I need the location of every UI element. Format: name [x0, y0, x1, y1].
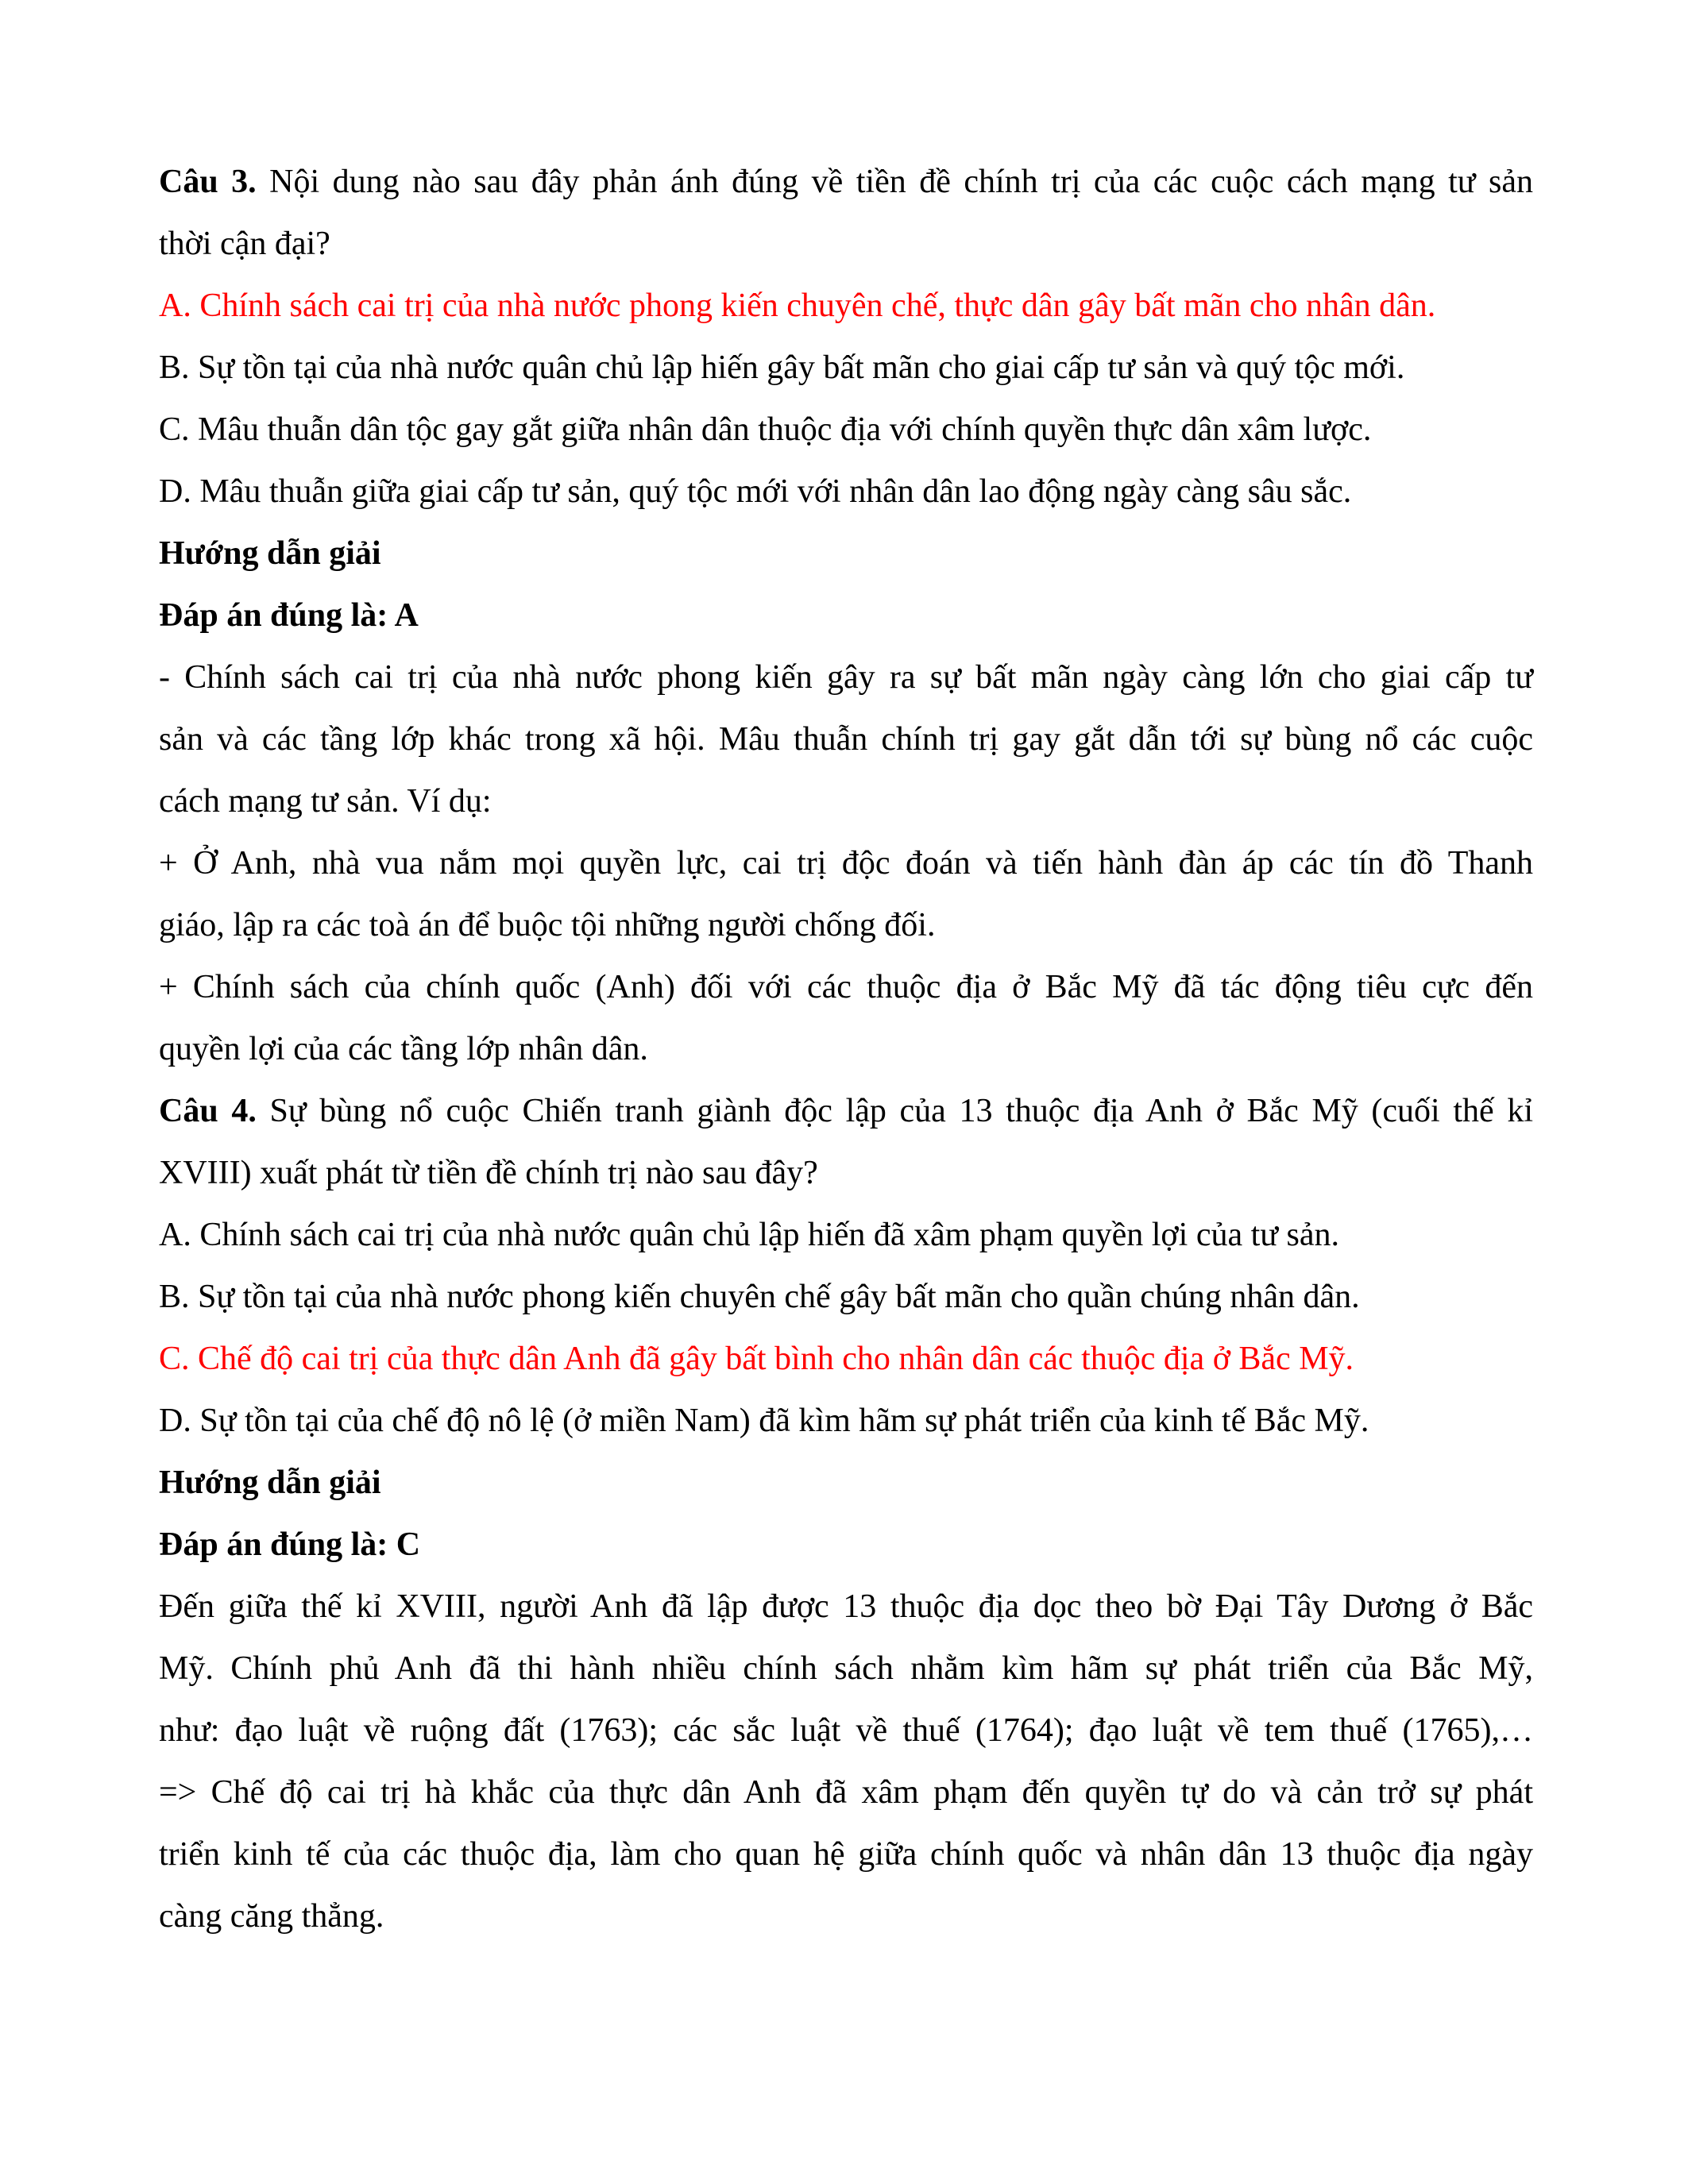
question-3-stem-line-1 — [159, 151, 1533, 213]
question-3-explanation-line: + Chính sách của chính quốc (Anh) đối với các thuộc địa ở Bắc Mỹ đã tác động tiêu cực đến — [159, 969, 1533, 1005]
question-3-label: Câu 3. — [159, 164, 257, 200]
document-page — [159, 151, 1533, 1947]
question-3-stem-text: Nội dung nào sau đây phản ánh đúng về tiền đề chính trị của các cuộc cách mạng tư sản — [256, 164, 1533, 200]
question-3-stem-line-2: thời cận đại? — [159, 226, 330, 262]
question-4-guide-heading: Hướng dẫn giải — [159, 1464, 381, 1501]
question-4-stem-text: Sự bùng nổ cuộc Chiến tranh giành độc lập của 13 thuộc địa Anh ở Bắc Mỹ (cuối thế kỉ — [256, 1093, 1533, 1129]
question-3-explanation-line: cách mạng tư sản. Ví dụ: — [159, 783, 492, 820]
question-3-option-a: A. Chính sách cai trị của nhà nước phong kiến chuyên chế, thực dân gây bất mãn cho nhân dân. — [159, 287, 1436, 324]
question-4-option-a: A. Chính sách cai trị của nhà nước quân chủ lập hiến đã xâm phạm quyền lợi của tư sản. — [159, 1217, 1340, 1253]
question-4-stem-line-1 — [159, 1080, 1533, 1142]
question-4-explanation-line: như: đạo luật về ruộng đất (1763); các sắc luật về thuế (1764); đạo luật về tem thuế (1765),… — [159, 1712, 1533, 1749]
question-4-option-d: D. Sự tồn tại của chế độ nô lệ (ở miền Nam) đã kìm hãm sự phát triển của kinh tế Bắc Mỹ. — [159, 1403, 1369, 1439]
question-3-guide-heading: Hướng dẫn giải — [159, 535, 381, 572]
question-3-explanation-line: sản và các tầng lớp khác trong xã hội. Mâu thuẫn chính trị gay gắt dẫn tới sự bùng nổ các cuộc — [159, 721, 1533, 758]
question-4-label: Câu 4. — [159, 1093, 257, 1129]
question-4-option-b: B. Sự tồn tại của nhà nước phong kiến chuyên chế gây bất mãn cho quần chúng nhân dân. — [159, 1279, 1360, 1315]
question-3 — [159, 151, 1533, 1080]
question-3-option-b: B. Sự tồn tại của nhà nước quân chủ lập hiến gây bất mãn cho giai cấp tư sản và quý tộc mới. — [159, 349, 1405, 386]
question-3-explanation-line: + Ở Anh, nhà vua nắm mọi quyền lực, cai trị độc đoán và tiến hành đàn áp các tín đồ Thanh — [159, 845, 1533, 882]
question-4-stem-line-2: XVIII) xuất phát từ tiền đề chính trị nào sau đây? — [159, 1155, 818, 1191]
question-3-option-d: D. Mâu thuẫn giữa giai cấp tư sản, quý tộc mới với nhân dân lao động ngày càng sâu sắc. — [159, 473, 1352, 510]
question-3-explanation-line: quyền lợi của các tầng lớp nhân dân. — [159, 1031, 648, 1067]
question-3-explanation-line: - Chính sách cai trị của nhà nước phong kiến gây ra sự bất mãn ngày càng lớn cho giai cấp tư — [159, 659, 1533, 696]
question-4-answer-heading: Đáp án đúng là: C — [159, 1526, 421, 1563]
question-4-explanation-line: triển kinh tế của các thuộc địa, làm cho quan hệ giữa chính quốc và nhân dân 13 thuộc địa ngày — [159, 1836, 1533, 1873]
question-4-explanation-line: Mỹ. Chính phủ Anh đã thi hành nhiều chính sách nhằm kìm hãm sự phát triển của Bắc Mỹ, — [159, 1650, 1533, 1687]
question-4-option-c: C. Chế độ cai trị của thực dân Anh đã gây bất bình cho nhân dân các thuộc địa ở Bắc Mỹ. — [159, 1341, 1354, 1377]
question-4-explanation-line: càng căng thẳng. — [159, 1898, 384, 1935]
question-4-explanation-line: => Chế độ cai trị hà khắc của thực dân Anh đã xâm phạm đến quyền tự do và cản trở sự phát — [159, 1774, 1533, 1811]
question-4 — [159, 1080, 1533, 1947]
question-3-option-c: C. Mâu thuẫn dân tộc gay gắt giữa nhân dân thuộc địa với chính quyền thực dân xâm lược. — [159, 411, 1372, 448]
question-3-explanation-line: giáo, lập ra các toà án để buộc tội những người chống đối. — [159, 907, 936, 943]
question-3-answer-heading: Đáp án đúng là: A — [159, 597, 419, 634]
question-4-explanation-line: Đến giữa thế kỉ XVIII, người Anh đã lập được 13 thuộc địa dọc theo bờ Đại Tây Dương ở Bắc — [159, 1588, 1533, 1625]
